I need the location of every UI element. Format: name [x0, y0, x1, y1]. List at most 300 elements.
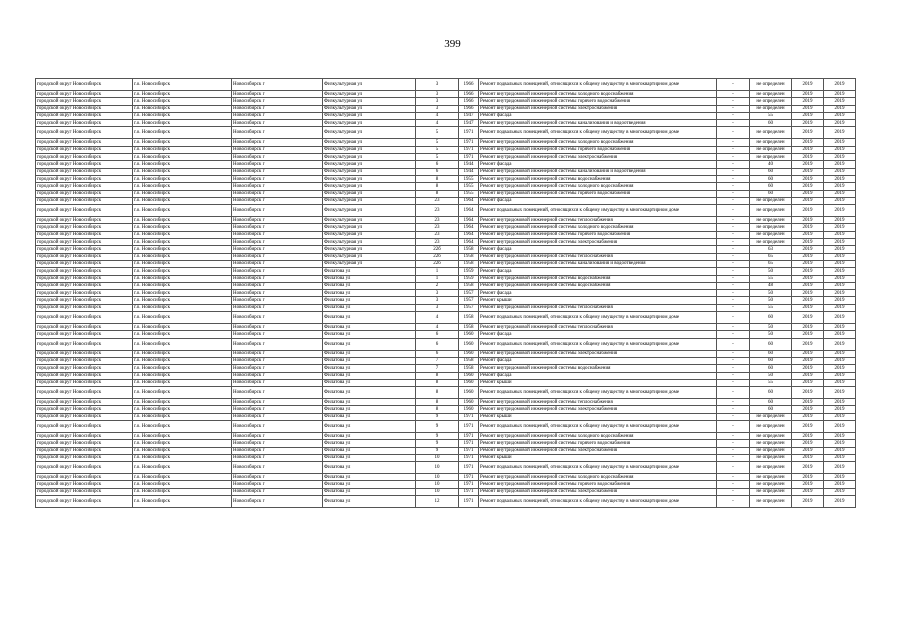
- start-year-cell: 2019: [792, 183, 824, 190]
- cost-cell: 60: [750, 357, 792, 364]
- street-cell: Филатова ул: [323, 440, 416, 447]
- end-year-cell: 2019: [824, 365, 856, 372]
- city-cell: Новосибирск г: [232, 112, 323, 119]
- cost-cell: 60: [750, 168, 792, 175]
- municipality-cell: городской округ Новосибирск: [36, 462, 133, 474]
- city-cell: Новосибирск г: [232, 331, 323, 338]
- year-cell: 1957: [459, 304, 479, 311]
- district-cell: г.о. Новосибирск: [133, 357, 232, 364]
- end-year-cell: 2019: [824, 420, 856, 432]
- street-cell: Филатова ул: [323, 365, 416, 372]
- cost-cell: не определен: [750, 413, 792, 420]
- street-cell: Физкультурная ул: [323, 168, 416, 175]
- start-year-cell: 2019: [792, 197, 824, 204]
- municipality-cell: городской округ Новосибирск: [36, 91, 133, 98]
- cost-cell: не определен: [750, 462, 792, 474]
- house-number-cell: 10: [416, 462, 459, 474]
- start-year-cell: 2019: [792, 447, 824, 454]
- end-year-cell: 2019: [824, 406, 856, 413]
- volume-cell: -: [717, 406, 750, 413]
- cost-cell: 50: [750, 290, 792, 297]
- street-cell: Физкультурная ул: [323, 154, 416, 161]
- district-cell: г.о. Новосибирск: [133, 246, 232, 253]
- district-cell: г.о. Новосибирск: [133, 239, 232, 246]
- work-type-cell: Ремонт внутридомовой инженерной системы электроснабжения: [479, 488, 717, 495]
- end-year-cell: 2019: [824, 268, 856, 275]
- table-row: [36, 146, 856, 153]
- work-type-cell: Ремонт внутридомовой инженерной системы электроснабжения: [479, 239, 717, 246]
- house-number-cell: 7: [416, 357, 459, 364]
- start-year-cell: 2019: [792, 338, 824, 350]
- table-row: [36, 98, 856, 105]
- year-cell: 1971: [459, 496, 479, 508]
- start-year-cell: 2019: [792, 168, 824, 175]
- city-cell: Новосибирск г: [232, 481, 323, 488]
- volume-cell: -: [717, 474, 750, 481]
- city-cell: Новосибирск г: [232, 462, 323, 474]
- street-cell: Физкультурная ул: [323, 224, 416, 231]
- year-cell: 1964: [459, 217, 479, 224]
- end-year-cell: 2019: [824, 379, 856, 386]
- city-cell: Новосибирск г: [232, 297, 323, 304]
- street-cell: Физкультурная ул: [323, 127, 416, 139]
- cost-cell: 60: [750, 312, 792, 324]
- district-cell: г.о. Новосибирск: [133, 139, 232, 146]
- volume-cell: -: [717, 454, 750, 461]
- volume-cell: -: [717, 496, 750, 508]
- start-year-cell: 2019: [792, 399, 824, 406]
- volume-cell: -: [717, 268, 750, 275]
- start-year-cell: 2019: [792, 275, 824, 282]
- end-year-cell: 2019: [824, 168, 856, 175]
- district-cell: г.о. Новосибирск: [133, 488, 232, 495]
- municipality-cell: городской округ Новосибирск: [36, 268, 133, 275]
- street-cell: Филатова ул: [323, 372, 416, 379]
- district-cell: г.о. Новосибирск: [133, 154, 232, 161]
- street-cell: Филатова ул: [323, 282, 416, 289]
- city-cell: Новосибирск г: [232, 161, 323, 168]
- volume-cell: -: [717, 275, 750, 282]
- municipality-cell: городской округ Новосибирск: [36, 304, 133, 311]
- cost-cell: не определен: [750, 139, 792, 146]
- district-cell: г.о. Новосибирск: [133, 161, 232, 168]
- volume-cell: -: [717, 217, 750, 224]
- work-type-cell: Ремонт внутридомовой инженерной системы горячего водоснабжения: [479, 440, 717, 447]
- city-cell: Новосибирск г: [232, 217, 323, 224]
- street-cell: Филатова ул: [323, 420, 416, 432]
- start-year-cell: 2019: [792, 488, 824, 495]
- table-row: [36, 239, 856, 246]
- end-year-cell: 2019: [824, 447, 856, 454]
- cost-cell: не определен: [750, 488, 792, 495]
- year-cell: 1964: [459, 239, 479, 246]
- work-type-cell: Ремонт подвальных помещений, относящихся к общему имуществу в многоквартирном доме: [479, 496, 717, 508]
- work-type-cell: Ремонт внутридомовой инженерной системы теплоснабжения: [479, 324, 717, 331]
- table-row: [36, 246, 856, 253]
- cost-cell: не определен: [750, 217, 792, 224]
- volume-cell: -: [717, 447, 750, 454]
- cost-cell: не определен: [750, 420, 792, 432]
- table-row: [36, 488, 856, 495]
- work-type-cell: Ремонт внутридомовой инженерной системы электроснабжения: [479, 154, 717, 161]
- end-year-cell: 2019: [824, 481, 856, 488]
- street-cell: Физкультурная ул: [323, 253, 416, 260]
- work-type-cell: Ремонт внутридомовой инженерной системы горячего водоснабжения: [479, 481, 717, 488]
- start-year-cell: 2019: [792, 161, 824, 168]
- district-cell: г.о. Новосибирск: [133, 324, 232, 331]
- work-type-cell: Ремонт внутридомовой инженерной системы горячего водоснабжения: [479, 190, 717, 197]
- district-cell: г.о. Новосибирск: [133, 331, 232, 338]
- table-row: [36, 260, 856, 267]
- start-year-cell: 2019: [792, 231, 824, 238]
- house-number-cell: 3: [416, 98, 459, 105]
- table-body: [36, 79, 856, 508]
- street-cell: Филатова ул: [323, 387, 416, 399]
- district-cell: г.о. Новосибирск: [133, 440, 232, 447]
- end-year-cell: 2019: [824, 260, 856, 267]
- city-cell: Новосибирск г: [232, 91, 323, 98]
- table-row: [36, 112, 856, 119]
- street-cell: Филатова ул: [323, 324, 416, 331]
- district-cell: г.о. Новосибирск: [133, 175, 232, 182]
- year-cell: 1960: [459, 338, 479, 350]
- start-year-cell: 2019: [792, 474, 824, 481]
- work-type-cell: Ремонт внутридомовой инженерной системы теплоснабжения: [479, 217, 717, 224]
- work-type-cell: Ремонт внутридомовой инженерной системы канализования и водоотведения: [479, 120, 717, 127]
- volume-cell: -: [717, 190, 750, 197]
- end-year-cell: 2019: [824, 146, 856, 153]
- year-cell: 1971: [459, 139, 479, 146]
- municipality-cell: городской округ Новосибирск: [36, 253, 133, 260]
- volume-cell: -: [717, 253, 750, 260]
- street-cell: Филатова ул: [323, 474, 416, 481]
- table-row: [36, 91, 856, 98]
- district-cell: г.о. Новосибирск: [133, 481, 232, 488]
- city-cell: Новосибирск г: [232, 440, 323, 447]
- municipality-cell: городской округ Новосибирск: [36, 161, 133, 168]
- municipality-cell: городской округ Новосибирск: [36, 350, 133, 357]
- work-type-cell: Ремонт внутридомовой инженерной системы водоснабжения: [479, 175, 717, 182]
- municipality-cell: городской округ Новосибирск: [36, 440, 133, 447]
- house-number-cell: 8: [416, 190, 459, 197]
- house-number-cell: 3: [416, 304, 459, 311]
- city-cell: Новосибирск г: [232, 260, 323, 267]
- municipality-cell: городской округ Новосибирск: [36, 197, 133, 204]
- street-cell: Филатова ул: [323, 275, 416, 282]
- year-cell: 1964: [459, 197, 479, 204]
- city-cell: Новосибирск г: [232, 488, 323, 495]
- end-year-cell: 2019: [824, 239, 856, 246]
- year-cell: 1959: [459, 268, 479, 275]
- house-number-cell: 3: [416, 91, 459, 98]
- year-cell: 1960: [459, 399, 479, 406]
- year-cell: 1960: [459, 331, 479, 338]
- end-year-cell: 2019: [824, 496, 856, 508]
- start-year-cell: 2019: [792, 357, 824, 364]
- house-number-cell: 5: [416, 139, 459, 146]
- city-cell: Новосибирск г: [232, 474, 323, 481]
- city-cell: Новосибирск г: [232, 224, 323, 231]
- house-number-cell: 1: [416, 275, 459, 282]
- start-year-cell: 2019: [792, 120, 824, 127]
- end-year-cell: 2019: [824, 357, 856, 364]
- district-cell: г.о. Новосибирск: [133, 79, 232, 91]
- end-year-cell: 2019: [824, 217, 856, 224]
- district-cell: г.о. Новосибирск: [133, 365, 232, 372]
- street-cell: Филатова ул: [323, 312, 416, 324]
- cost-cell: не определен: [750, 447, 792, 454]
- year-cell: 1955: [459, 190, 479, 197]
- table-row: [36, 253, 856, 260]
- cost-cell: не определен: [750, 432, 792, 439]
- start-year-cell: 2019: [792, 98, 824, 105]
- street-cell: Физкультурная ул: [323, 120, 416, 127]
- street-cell: Физкультурная ул: [323, 146, 416, 153]
- district-cell: г.о. Новосибирск: [133, 312, 232, 324]
- house-number-cell: 6: [416, 350, 459, 357]
- work-type-cell: Ремонт подвальных помещений, относящихся к общему имуществу в многоквартирном доме: [479, 205, 717, 217]
- end-year-cell: 2019: [824, 175, 856, 182]
- cost-cell: не определен: [750, 239, 792, 246]
- year-cell: 1971: [459, 127, 479, 139]
- cost-cell: не определен: [750, 146, 792, 153]
- year-cell: 1957: [459, 297, 479, 304]
- cost-cell: 48: [750, 282, 792, 289]
- work-type-cell: Ремонт внутридомовой инженерной системы холодного водоснабжения: [479, 91, 717, 98]
- volume-cell: -: [717, 175, 750, 182]
- work-type-cell: Ремонт подвальных помещений, относящихся к общему имуществу в многоквартирном доме: [479, 312, 717, 324]
- street-cell: Физкультурная ул: [323, 231, 416, 238]
- end-year-cell: 2019: [824, 197, 856, 204]
- start-year-cell: 2019: [792, 406, 824, 413]
- street-cell: Филатова ул: [323, 304, 416, 311]
- district-cell: г.о. Новосибирск: [133, 399, 232, 406]
- city-cell: Новосибирск г: [232, 146, 323, 153]
- work-type-cell: Ремонт внутридомовой инженерной системы холодного водоснабжения: [479, 432, 717, 439]
- start-year-cell: 2019: [792, 282, 824, 289]
- city-cell: Новосибирск г: [232, 338, 323, 350]
- district-cell: г.о. Новосибирск: [133, 474, 232, 481]
- cost-cell: 60: [750, 120, 792, 127]
- street-cell: Физкультурная ул: [323, 183, 416, 190]
- volume-cell: -: [717, 462, 750, 474]
- district-cell: г.о. Новосибирск: [133, 120, 232, 127]
- end-year-cell: 2019: [824, 231, 856, 238]
- city-cell: Новосибирск г: [232, 282, 323, 289]
- end-year-cell: 2019: [824, 338, 856, 350]
- year-cell: 1971: [459, 481, 479, 488]
- district-cell: г.о. Новосибирск: [133, 290, 232, 297]
- page-number: 399: [444, 38, 461, 50]
- cost-cell: не определен: [750, 127, 792, 139]
- district-cell: г.о. Новосибирск: [133, 297, 232, 304]
- end-year-cell: 2019: [824, 161, 856, 168]
- city-cell: Новосибирск г: [232, 239, 323, 246]
- table-row: [36, 105, 856, 112]
- volume-cell: -: [717, 105, 750, 112]
- cost-cell: 50: [750, 324, 792, 331]
- work-type-cell: Ремонт внутридомовой инженерной системы холодного водоснабжения: [479, 224, 717, 231]
- district-cell: г.о. Новосибирск: [133, 253, 232, 260]
- volume-cell: -: [717, 420, 750, 432]
- municipality-cell: городской округ Новосибирск: [36, 282, 133, 289]
- volume-cell: -: [717, 331, 750, 338]
- street-cell: Филатова ул: [323, 268, 416, 275]
- table-row: [36, 161, 856, 168]
- street-cell: Филатова ул: [323, 350, 416, 357]
- table-row: [36, 297, 856, 304]
- end-year-cell: 2019: [824, 331, 856, 338]
- cost-cell: не определен: [750, 454, 792, 461]
- start-year-cell: 2019: [792, 239, 824, 246]
- year-cell: 1964: [459, 231, 479, 238]
- street-cell: Физкультурная ул: [323, 139, 416, 146]
- municipality-cell: городской округ Новосибирск: [36, 120, 133, 127]
- district-cell: г.о. Новосибирск: [133, 282, 232, 289]
- start-year-cell: 2019: [792, 331, 824, 338]
- table-row: [36, 290, 856, 297]
- district-cell: г.о. Новосибирск: [133, 406, 232, 413]
- house-number-cell: 5: [416, 154, 459, 161]
- year-cell: 1960: [459, 350, 479, 357]
- cost-cell: не определен: [750, 440, 792, 447]
- house-number-cell: 23: [416, 205, 459, 217]
- municipality-cell: городской округ Новосибирск: [36, 260, 133, 267]
- city-cell: Новосибирск г: [232, 387, 323, 399]
- table-row: [36, 447, 856, 454]
- city-cell: Новосибирск г: [232, 139, 323, 146]
- work-type-cell: Ремонт подвальных помещений, относящихся к общему имуществу в многоквартирном доме: [479, 462, 717, 474]
- municipality-cell: городской округ Новосибирск: [36, 454, 133, 461]
- volume-cell: -: [717, 168, 750, 175]
- work-type-cell: Ремонт фасада: [479, 331, 717, 338]
- table-row: [36, 496, 856, 508]
- city-cell: Новосибирск г: [232, 290, 323, 297]
- house-number-cell: 23: [416, 239, 459, 246]
- cost-cell: 60: [750, 183, 792, 190]
- municipality-cell: городской округ Новосибирск: [36, 413, 133, 420]
- street-cell: Филатова ул: [323, 454, 416, 461]
- city-cell: Новосибирск г: [232, 105, 323, 112]
- start-year-cell: 2019: [792, 350, 824, 357]
- district-cell: г.о. Новосибирск: [133, 217, 232, 224]
- start-year-cell: 2019: [792, 387, 824, 399]
- municipality-cell: городской округ Новосибирск: [36, 387, 133, 399]
- start-year-cell: 2019: [792, 246, 824, 253]
- municipality-cell: городской округ Новосибирск: [36, 224, 133, 231]
- start-year-cell: 2019: [792, 105, 824, 112]
- start-year-cell: 2019: [792, 112, 824, 119]
- year-cell: 1964: [459, 205, 479, 217]
- house-number-cell: 9: [416, 413, 459, 420]
- volume-cell: -: [717, 440, 750, 447]
- work-type-cell: Ремонт крыши: [479, 379, 717, 386]
- end-year-cell: 2019: [824, 246, 856, 253]
- end-year-cell: 2019: [824, 454, 856, 461]
- year-cell: 1958: [459, 365, 479, 372]
- table-row: [36, 168, 856, 175]
- district-cell: г.о. Новосибирск: [133, 98, 232, 105]
- house-number-cell: 6: [416, 168, 459, 175]
- city-cell: Новосибирск г: [232, 231, 323, 238]
- cost-cell: 63: [750, 246, 792, 253]
- volume-cell: -: [717, 297, 750, 304]
- end-year-cell: 2019: [824, 112, 856, 119]
- year-cell: 1958: [459, 324, 479, 331]
- cost-cell: 40: [750, 161, 792, 168]
- house-number-cell: 1: [416, 268, 459, 275]
- city-cell: Новосибирск г: [232, 365, 323, 372]
- city-cell: Новосибирск г: [232, 312, 323, 324]
- house-number-cell: 7: [416, 365, 459, 372]
- end-year-cell: 2019: [824, 224, 856, 231]
- house-number-cell: 3: [416, 79, 459, 91]
- house-number-cell: 5: [416, 127, 459, 139]
- work-type-cell: Ремонт внутридомовой инженерной системы электроснабжения: [479, 105, 717, 112]
- municipality-cell: городской округ Новосибирск: [36, 365, 133, 372]
- house-number-cell: 10: [416, 488, 459, 495]
- municipality-cell: городской округ Новосибирск: [36, 331, 133, 338]
- volume-cell: -: [717, 224, 750, 231]
- table-row: [36, 190, 856, 197]
- volume-cell: -: [717, 413, 750, 420]
- year-cell: 1971: [459, 146, 479, 153]
- table-row: [36, 481, 856, 488]
- table-row: [36, 324, 856, 331]
- volume-cell: -: [717, 304, 750, 311]
- cost-cell: не определен: [750, 496, 792, 508]
- city-cell: Новосибирск г: [232, 399, 323, 406]
- volume-cell: -: [717, 379, 750, 386]
- start-year-cell: 2019: [792, 312, 824, 324]
- municipality-cell: городской округ Новосибирск: [36, 420, 133, 432]
- year-cell: 1947: [459, 112, 479, 119]
- work-type-cell: Ремонт внутридомовой инженерной системы холодного водоснабжения: [479, 183, 717, 190]
- end-year-cell: 2019: [824, 282, 856, 289]
- house-number-cell: 4: [416, 112, 459, 119]
- cost-cell: 55: [750, 112, 792, 119]
- house-number-cell: 8: [416, 387, 459, 399]
- cost-cell: 55: [750, 304, 792, 311]
- district-cell: г.о. Новосибирск: [133, 112, 232, 119]
- house-number-cell: 8: [416, 379, 459, 386]
- work-type-cell: Ремонт внутридомовой инженерной системы водоснабжения: [479, 365, 717, 372]
- start-year-cell: 2019: [792, 365, 824, 372]
- district-cell: г.о. Новосибирск: [133, 447, 232, 454]
- year-cell: 1971: [459, 488, 479, 495]
- house-number-cell: 22б: [416, 246, 459, 253]
- table-row: [36, 282, 856, 289]
- municipality-cell: городской округ Новосибирск: [36, 127, 133, 139]
- table-row: [36, 365, 856, 372]
- district-cell: г.о. Новосибирск: [133, 168, 232, 175]
- street-cell: Физкультурная ул: [323, 197, 416, 204]
- municipality-cell: городской округ Новосибирск: [36, 297, 133, 304]
- city-cell: Новосибирск г: [232, 357, 323, 364]
- house-number-cell: 23: [416, 231, 459, 238]
- table-row: [36, 120, 856, 127]
- table-row: [36, 127, 856, 139]
- volume-cell: -: [717, 239, 750, 246]
- table-row: [36, 217, 856, 224]
- cost-cell: не определен: [750, 105, 792, 112]
- street-cell: Филатова ул: [323, 338, 416, 350]
- volume-cell: -: [717, 231, 750, 238]
- year-cell: 1958: [459, 357, 479, 364]
- start-year-cell: 2019: [792, 91, 824, 98]
- start-year-cell: 2019: [792, 217, 824, 224]
- district-cell: г.о. Новосибирск: [133, 379, 232, 386]
